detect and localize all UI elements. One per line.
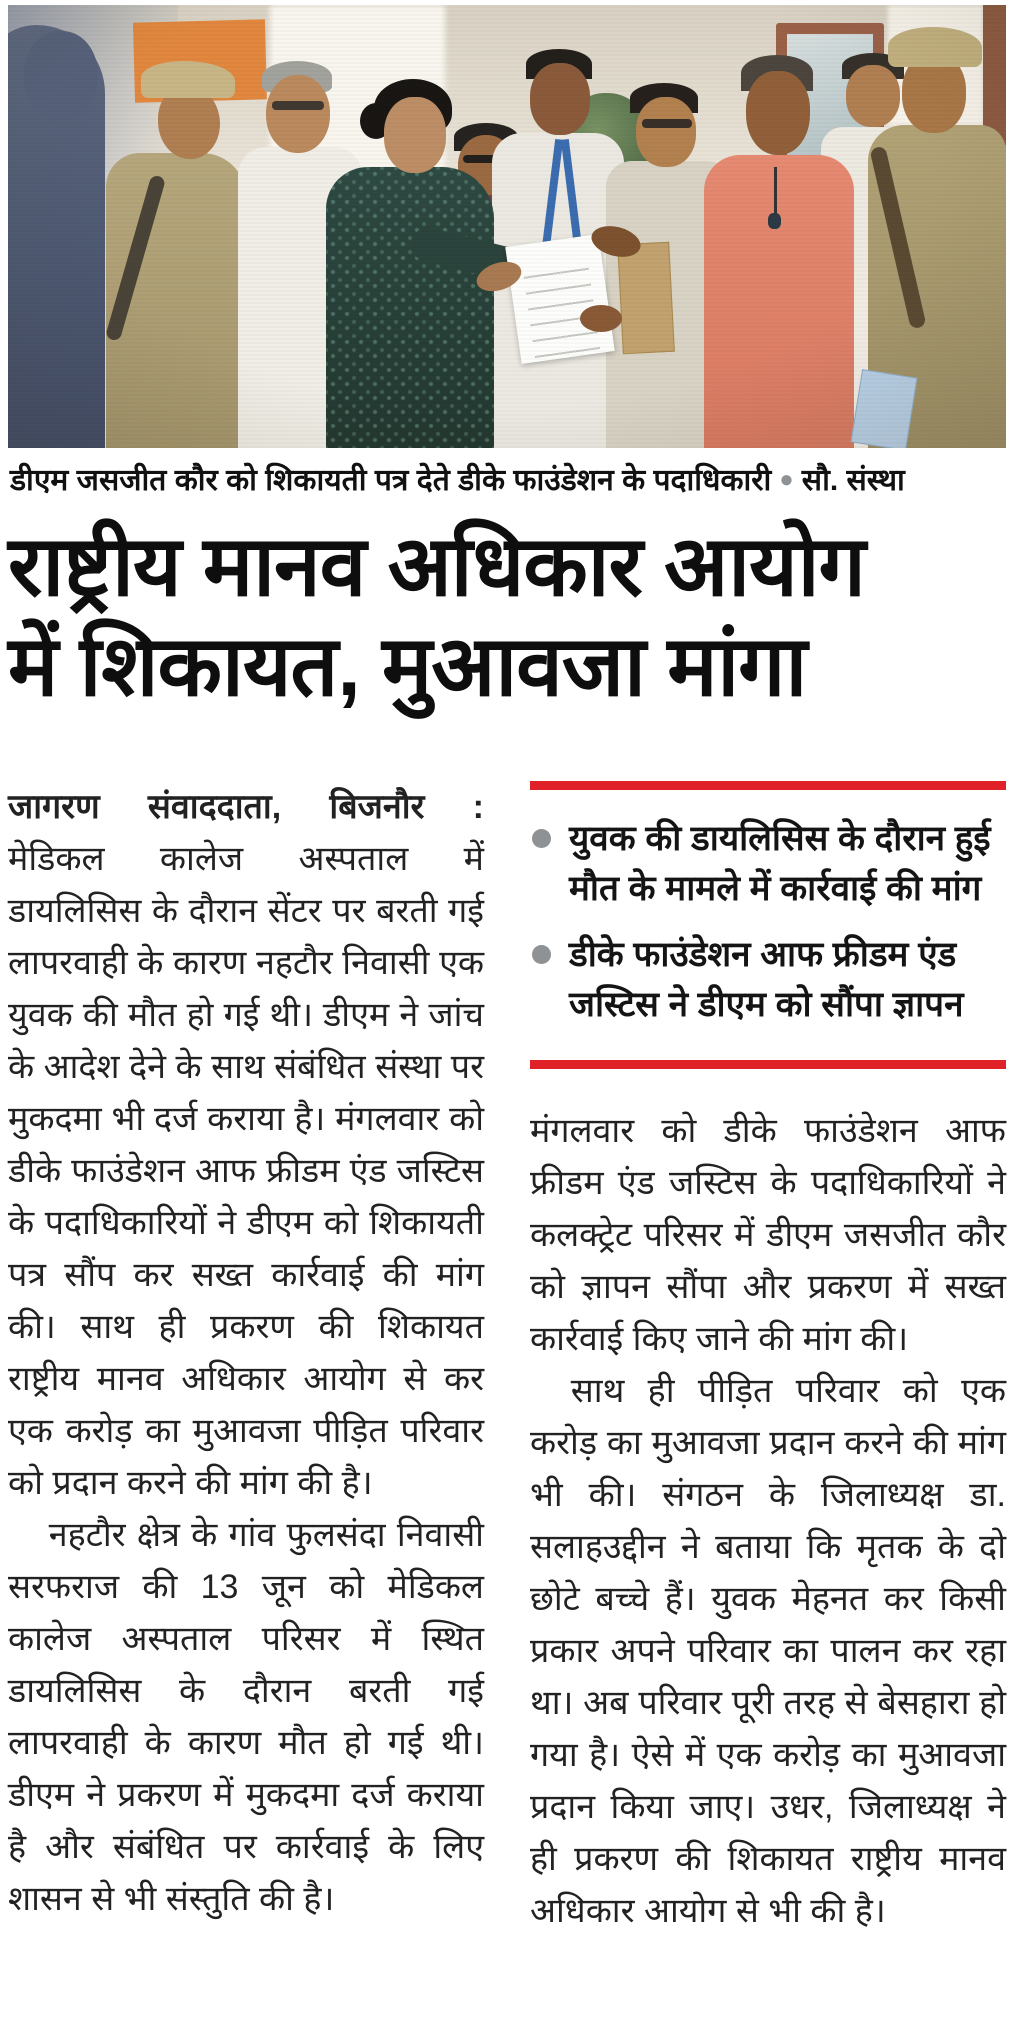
headline-line1: राष्ट्रीय मानव अधिकार आयोग — [8, 518, 865, 613]
article-right-column — [530, 781, 1006, 1937]
caption-bullet-icon: ● — [779, 466, 794, 493]
headline — [8, 516, 1006, 718]
photo-grain-overlay — [8, 5, 1006, 448]
right-paragraph-1: मंगलवार को डीके फाउंडेशन आफ फ्रीडम एंड जस्टिस के पदाधिकारियों ने कलक्ट्रेट परिसर में डीएम जसजीत कौर को ज्ञापन सौंपा और प्रकरण में सख्त कार्रवाई किए जाने की मांग की। — [530, 1112, 1006, 1359]
bullet-icon — [532, 829, 551, 848]
bullet-icon — [532, 945, 551, 964]
byline: जागरण संवाददाता, बिजनौर : — [8, 788, 484, 827]
photo-credit: सौ. संस्था — [801, 464, 905, 497]
headline-line2: में शिकायत, मुआवजा मांगा — [8, 619, 807, 714]
highlight-text-2: डीके फाउंडेशन आफ फ्रीडम एंड जस्टिस ने डीएम को सौंपा ज्ञापन — [569, 935, 964, 1025]
left-paragraph-1: मेडिकल कालेज अस्पताल में डायलिसिस के दौरान सेंटर पर बरती गई लापरवाही के कारण नहटौर निवासी एक युवक की मौत हो गई थी। डीएम ने जांच के आदेश देने के साथ संबंधित संस्था पर मुकदमा भी दर्ज कराया है। मंगलवार को डीके फाउंडेशन आफ फ्रीडम एंड जस्टिस के पदाधिकारियों ने डीएम को शिकायती पत्र सौंप कर सख्त कार्रवाई की मांग की। साथ ही प्रकरण की शिकायत राष्ट्रीय मानव अधिकार आयोग से कर एक करोड़ का मुआवजा पीड़ित परिवार को प्रदान करने की मांग की है। — [8, 840, 484, 1503]
left-paragraph-2: नहटौर क्षेत्र के गांव फुलसंदा निवासी सरफराज की 13 जून को मेडिकल कालेज अस्पताल परिसर में स्थित डायलिसिस के दौरान बरती गई लापरवाही के कारण मौत हो गई थी। डीएम ने प्रकरण में मुकदमा दर्ज कराया है और संबंधित पर कार्रवाई के लिए शासन से भी संस्तुति की है। — [8, 1516, 484, 1919]
highlights-box — [530, 781, 1006, 1069]
article-body — [8, 781, 1006, 1937]
highlight-item-2 — [532, 930, 1004, 1030]
right-paragraph-2: साथ ही पीड़ित परिवार को एक करोड़ का मुआवजा प्रदान करने की मांग भी की। संगठन के जिलाध्यक्ष डा. सलाहउद्दीन ने बताया कि मृतक के दो छोटे बच्चे हैं। युवक मेहनत कर किसी प्रकार अपने परिवार का पालन कर रहा था। अब परिवार पूरी तरह से बेसहारा हो गया है। ऐसे में एक करोड़ का मुआवजा प्रदान किया जाए। उधर, जिलाध्यक्ष ने ही प्रकरण की शिकायत राष्ट्रीय मानव अधिकार आयोग से भी की है। — [530, 1372, 1006, 1931]
news-photo — [8, 5, 1006, 448]
highlight-item-1 — [532, 814, 1004, 914]
highlight-text-1: युवक की डायलिसिस के दौरान हुई मौत के मामले में कार्रवाई की मांग — [569, 819, 991, 909]
article-left-column — [8, 781, 484, 1937]
photo-caption — [10, 462, 1004, 500]
photo-caption-text: डीएम जसजीत कौर को शिकायती पत्र देते डीके फाउंडेशन के पदाधिकारी — [10, 464, 772, 497]
